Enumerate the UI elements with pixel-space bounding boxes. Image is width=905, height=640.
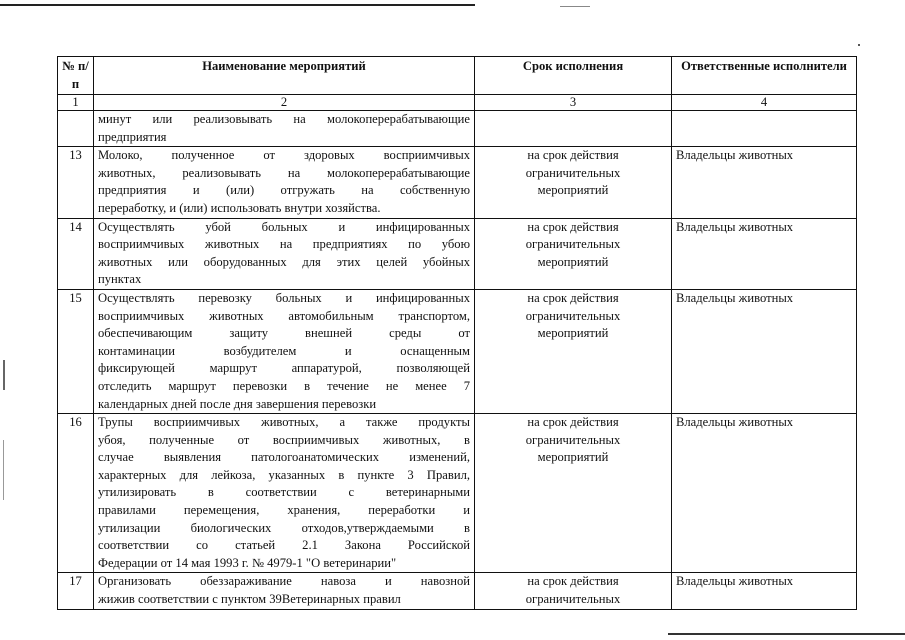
deadline-line: на срок действия xyxy=(527,219,619,234)
measure-text-line: утилизации биологических отходов,утверждаемыми в xyxy=(98,520,470,535)
measure-text-line: восприимчивых животных на предприятиях по убою xyxy=(98,237,470,252)
table-row xyxy=(58,414,857,573)
measure-text-line: характерных для лейкоза, указанных в пункте 3 Правил, xyxy=(98,467,470,482)
measure-text-line: пунктах xyxy=(98,272,142,287)
measure-text-line: Молоко, полученное от здоровых восприимчивых xyxy=(98,148,470,163)
scan-mark-top xyxy=(560,6,590,7)
table-header-row xyxy=(58,57,857,95)
row-number: 15 xyxy=(58,289,94,413)
deadline-line: на срок действия xyxy=(527,574,619,589)
responsible-cell: Владельцы животных xyxy=(672,218,857,289)
measure-text xyxy=(94,414,475,573)
row-number xyxy=(58,111,94,147)
measure-text-line: жижив соответствии с пунктом 39Ветеринарных правил xyxy=(98,592,401,607)
measure-text-line: правилами перемещения, хранения, переработки и xyxy=(98,503,470,518)
header-name: Наименование мероприятий xyxy=(94,57,475,95)
scan-edge-bottom xyxy=(668,633,905,635)
measure-text-line: календарных дней после дня завершения перевозки xyxy=(98,396,377,411)
measure-text-line: Организовать обеззараживание навоза и навозной xyxy=(98,574,470,589)
measure-text-line: соответствии со статьей 2.1 Закона Российской xyxy=(98,538,470,553)
scan-speck xyxy=(858,44,860,46)
column-number: 3 xyxy=(475,95,672,111)
deadline-cell xyxy=(475,111,672,147)
deadline-line: мероприятий xyxy=(537,450,609,465)
deadline-cell xyxy=(475,289,672,413)
deadline-line: ограничительных xyxy=(525,237,621,252)
header-responsible: Ответственные исполнители xyxy=(672,57,857,95)
measure-text-line: обеспечивающим защиту внешней среды от xyxy=(98,326,470,341)
measure-text-line: утилизировать в соответствии с ветеринарными xyxy=(98,485,470,500)
measure-text xyxy=(94,218,475,289)
deadline-line: ограничительных xyxy=(525,165,621,180)
responsible-cell: Владельцы животных xyxy=(672,573,857,609)
measure-text-line: Осуществлять перевозку больных и инфицированных xyxy=(98,290,470,305)
deadline-line: ограничительных xyxy=(525,592,621,607)
table-row xyxy=(58,218,857,289)
responsible-cell: Владельцы животных xyxy=(672,289,857,413)
deadline-line: на срок действия xyxy=(527,290,619,305)
measure-text-line: Федерации от 14 мая 1993 г. № 4979-1 "О ветеринарии" xyxy=(98,555,397,570)
deadline-line: ограничительных xyxy=(525,308,621,323)
deadline-line: мероприятий xyxy=(537,183,609,198)
header-num: № п/п xyxy=(58,57,94,95)
deadline-cell xyxy=(475,218,672,289)
row-number: 14 xyxy=(58,218,94,289)
table-row xyxy=(58,573,857,609)
deadline-cell xyxy=(475,414,672,573)
column-number: 1 xyxy=(58,95,94,111)
table-row xyxy=(58,147,857,218)
scan-mark-left xyxy=(3,360,5,390)
measure-text-line: животных, реализовывать на молокоперерабатывающие xyxy=(98,165,470,180)
measure-text-line: предприятия и (или) отгружать на собственную xyxy=(98,183,470,198)
table-row xyxy=(58,289,857,413)
measure-text xyxy=(94,573,475,609)
deadline-cell xyxy=(475,573,672,609)
measure-text xyxy=(94,147,475,218)
measure-text-line: восприимчивых животных автомобильным транспортом, xyxy=(98,308,470,323)
measure-text-line: предприятия xyxy=(98,129,167,144)
measure-text-line: Трупы восприимчивых животных, а также продукты xyxy=(98,415,470,430)
responsible-cell xyxy=(672,111,857,147)
deadline-line: мероприятий xyxy=(537,326,609,341)
measure-text-line: контаминации возбудителем и оснащенным xyxy=(98,343,470,358)
responsible-cell: Владельцы животных xyxy=(672,147,857,218)
deadline-cell xyxy=(475,147,672,218)
header-term: Срок исполнения xyxy=(475,57,672,95)
measure-text xyxy=(94,289,475,413)
column-number-row xyxy=(58,95,857,111)
deadline-line: мероприятий xyxy=(537,254,609,269)
deadline-line: на срок действия xyxy=(527,148,619,163)
measure-text-line: случае выявления патологоанатомических изменений, xyxy=(98,450,470,465)
column-number: 4 xyxy=(672,95,857,111)
deadline-line: на срок действия xyxy=(527,415,619,430)
measures-table xyxy=(57,56,857,610)
row-number: 17 xyxy=(58,573,94,609)
row-number: 13 xyxy=(58,147,94,218)
measure-text-line: минут или реализовывать на молокоперерабатывающие xyxy=(98,112,470,126)
measure-text xyxy=(94,111,475,147)
scan-mark-left-lower xyxy=(3,440,4,500)
measure-text-line: фиксирующей маршрут аппаратурой, позволяющей xyxy=(98,361,470,376)
scan-edge-top xyxy=(0,4,475,6)
table-row xyxy=(58,111,857,147)
measure-text-line: переработку, и (или) использовать внутри хозяйства. xyxy=(98,200,381,215)
measure-text-line: Осуществлять убой больных и инфицированных xyxy=(98,219,470,234)
responsible-cell: Владельцы животных xyxy=(672,414,857,573)
measure-text-line: отследить маршрут перевозки в течение не менее 7 xyxy=(98,378,470,393)
measure-text-line: животных или оборудованных для этих целей убойных xyxy=(98,254,470,269)
column-number: 2 xyxy=(94,95,475,111)
row-number: 16 xyxy=(58,414,94,573)
deadline-line: ограничительных xyxy=(525,432,621,447)
measure-text-line: убоя, полученные от восприимчивых животных, в xyxy=(98,432,470,447)
